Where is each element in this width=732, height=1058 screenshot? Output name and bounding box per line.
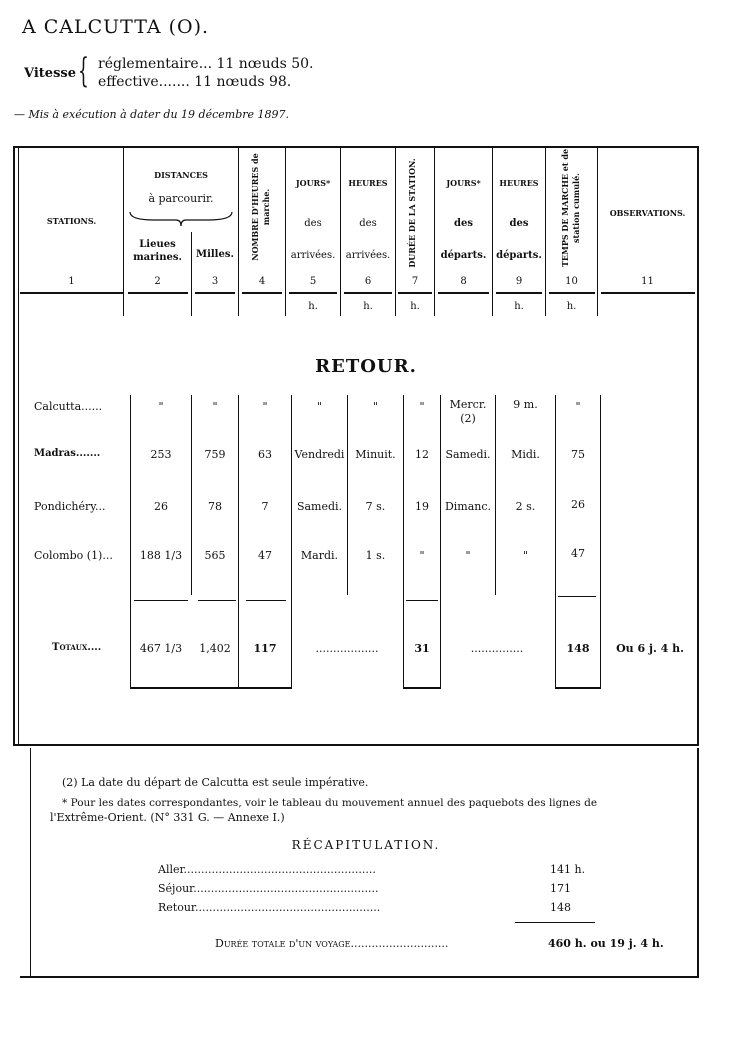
table-cell: 63: [258, 448, 272, 461]
unit-h: h.: [363, 301, 373, 312]
header-temps-marche: TEMPS DE MARCHE et de station cumulé.: [560, 148, 581, 268]
recap-aller-value: 141 h.: [550, 863, 586, 876]
table-cell: Mardi.: [300, 549, 339, 562]
sum-rule: [198, 600, 236, 601]
table-cell: ": [522, 549, 529, 562]
dots-filler: ...............: [470, 642, 524, 655]
table-cell: Mercr. (2): [449, 398, 487, 425]
table-cell: 188 1/3: [139, 549, 183, 562]
col-sep: [238, 148, 239, 316]
header-rule: [549, 292, 595, 294]
unit-h: h.: [566, 301, 577, 312]
col-num-2: 2: [154, 276, 161, 287]
col-num-6: 6: [364, 276, 372, 287]
recap-duree-value: 460 h. ou 19 j. 4 h.: [548, 937, 664, 950]
lower-frame-bottom: [20, 976, 699, 978]
sum-rule: [406, 600, 438, 601]
table-cell: 78: [208, 500, 222, 513]
header-rule: [242, 292, 282, 294]
table-cell: 253: [150, 448, 172, 461]
header-brace-icon: [128, 210, 234, 228]
frame-right: [697, 146, 699, 746]
recap-sejour-label: Séjour.....................................................: [158, 882, 379, 895]
vitesse-reglementaire: réglementaire... 11 nœuds 50.: [98, 56, 314, 72]
total-heures: 117: [253, 642, 277, 655]
col-sep: [597, 148, 598, 316]
execution-note: — Mis à exécution à dater du 19 décembre 1897.: [14, 108, 289, 121]
header-jours-departs-sub: des départs.: [440, 218, 487, 261]
header-heures-departs: HEURES: [499, 178, 539, 188]
recap-duree-label: Durée totale d'un voyage............................: [215, 937, 449, 950]
table-cell: 19: [415, 500, 429, 513]
table-cell: 1 s.: [365, 549, 386, 562]
table-cell: ": [465, 549, 471, 562]
table-cell: 26: [571, 498, 585, 511]
footnote-2: (2) La date du départ de Calcutta est seule impérative.: [62, 776, 369, 789]
section-retour: RETOUR.: [315, 356, 417, 377]
header-rule: [601, 292, 695, 294]
header-rule: [20, 292, 123, 294]
table-cell: Samedi.: [296, 500, 343, 513]
total-rule: [403, 687, 441, 689]
header-rule: [128, 292, 188, 294]
table-cell: ": [575, 400, 581, 413]
header-observations: OBSERVATIONS.: [609, 208, 686, 218]
lower-frame-right: [697, 748, 699, 978]
header-heures-arrivees-sub: des arrivées.: [345, 218, 391, 261]
recap-rule: [515, 922, 595, 923]
col-sep: [545, 148, 546, 316]
table-cell: 9 m.: [513, 398, 538, 411]
unit-h: h.: [514, 301, 524, 312]
header-rule: [344, 292, 392, 294]
col-sep: [395, 148, 396, 316]
table-cell: ": [316, 400, 323, 413]
table-cell: 26: [154, 500, 168, 513]
recap-aller-label: Aller.......................................................: [158, 863, 376, 876]
vitesse-effective: effective....... 11 nœuds 98.: [98, 74, 292, 90]
total-lieues: 467 1/3: [139, 642, 183, 655]
table-cell: 47: [571, 547, 585, 560]
station-calcutta: Calcutta......: [34, 400, 103, 413]
header-heures-arrivees: HEURES: [348, 178, 388, 188]
col-num-3: 3: [211, 276, 219, 287]
frame-left-outer: [13, 146, 15, 746]
total-observation: Ou 6 j. 4 h.: [616, 642, 684, 655]
sum-rule: [558, 596, 596, 597]
header-heures-departs-sub: des départs.: [496, 218, 542, 261]
col-num-4: 4: [258, 276, 266, 287]
table-cell: Vendredi: [294, 448, 345, 461]
header-a-parcourir: à parcourir.: [148, 192, 214, 205]
footnote-star-line1: * Pour les dates correspondantes, voir le tableau du mouvement annuel des paquebots des lignes de: [62, 797, 598, 809]
dots-filler: ..................: [315, 642, 379, 655]
header-rule: [289, 292, 337, 294]
recap-retour-value: 148: [550, 901, 571, 914]
table-cell: ": [372, 400, 379, 413]
table-cell: Samedi.: [445, 448, 491, 461]
total-temps: 148: [566, 642, 590, 655]
col-num-11: 11: [641, 276, 654, 287]
unit-h: h.: [308, 301, 318, 312]
col-num-5: 5: [309, 276, 317, 287]
body-col-line: [600, 395, 601, 688]
body-col-line: [291, 395, 292, 688]
frame-bottom: [13, 744, 699, 746]
table-cell: ": [419, 549, 425, 562]
table-cell: ": [212, 400, 218, 413]
body-col-line: [347, 395, 348, 595]
header-jours-arrivees: JOURS*: [295, 178, 331, 188]
col-num-9: 9: [515, 276, 523, 287]
header-rule: [496, 292, 542, 294]
body-col-line: [495, 395, 496, 595]
col-num-8: 8: [460, 276, 467, 287]
table-cell: ": [158, 400, 164, 413]
lower-frame-left: [30, 748, 31, 978]
table-cell: 75: [571, 448, 585, 461]
station-pondichery: Pondichéry...: [34, 500, 106, 513]
col-sep: [191, 232, 192, 316]
total-rule: [130, 687, 292, 689]
header-rule: [438, 292, 489, 294]
station-madras: Madras.......: [34, 448, 101, 459]
vitesse-label: Vitesse: [24, 66, 76, 81]
header-stations: STATIONS.: [46, 216, 97, 226]
table-cell: 7: [261, 500, 269, 513]
header-jours-departs: JOURS*: [446, 178, 481, 188]
page-title: A CALCUTTA (O).: [22, 16, 210, 38]
footnote-star-line2: l'Extrême-Orient. (N° 331 G. — Annexe I.): [50, 811, 285, 824]
recap-sejour-value: 171: [550, 882, 571, 895]
total-duree: 31: [414, 642, 430, 655]
total-rule: [555, 687, 601, 689]
unit-h: h.: [410, 301, 420, 312]
header-jours-arrivees-sub: des arrivées.: [290, 218, 336, 261]
totaux-label: Totaux....: [52, 642, 102, 653]
table-cell: Midi.: [511, 448, 540, 461]
header-rule: [398, 292, 432, 294]
body-col-line: [191, 395, 192, 595]
table-cell: 565: [204, 549, 226, 562]
table-cell: 2 s.: [515, 500, 536, 513]
table-cell: 12: [415, 448, 429, 461]
col-num-1: 1: [68, 276, 75, 287]
recap-retour-label: Retour.....................................................: [158, 901, 381, 914]
total-milles: 1,402: [199, 642, 231, 655]
col-num-7: 7: [411, 276, 419, 287]
table-cell: Minuit.: [355, 448, 396, 461]
table-cell: 47: [258, 549, 272, 562]
body-col-line: [440, 395, 441, 688]
table-cell: 759: [204, 448, 226, 461]
sum-rule: [246, 600, 286, 601]
header-milles: Milles.: [196, 249, 234, 260]
header-distances: DISTANCES: [154, 170, 208, 180]
sum-rule: [134, 600, 188, 601]
station-colombo: Colombo (1)...: [34, 549, 113, 562]
frame-left-inner: [18, 146, 19, 746]
header-duree-station: DURÉE DE LA STATION.: [407, 158, 417, 268]
header-lieues: Lieues marines.: [133, 239, 182, 263]
recap-title: RÉCAPITULATION.: [291, 838, 441, 852]
header-rule: [195, 292, 235, 294]
table-cell: 7 s.: [365, 500, 386, 513]
col-num-10: 10: [565, 276, 578, 287]
table-cell: ": [419, 400, 425, 413]
table-cell: ": [262, 400, 268, 413]
table-cell: Dimanc.: [444, 500, 492, 513]
brace-glyph: {: [78, 51, 89, 91]
header-nombre-heures: NOMBRE D'HEURES de marche.: [250, 153, 271, 261]
